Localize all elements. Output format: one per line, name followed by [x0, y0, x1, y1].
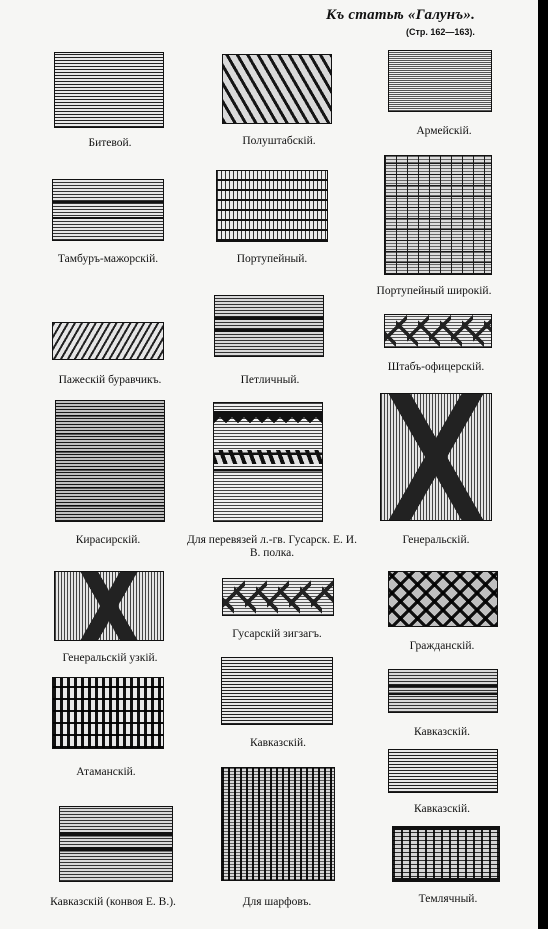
galloon-swatch-grazhdansky — [388, 571, 498, 627]
galloon-swatch-pazhesky — [52, 322, 164, 360]
galloon-caption-kavkazsky-3: Кавказскій. — [413, 803, 471, 815]
galloon-caption-kirasirsky: Кирасирскій. — [75, 534, 141, 546]
galloon-swatch-kavkazsky-3 — [388, 749, 498, 793]
galloon-swatch-kavkazsky-2 — [388, 669, 498, 713]
galloon-caption-kavkazsky-convoy: Кавказскій (конвоя Е. В.). — [50, 896, 176, 908]
galloon-caption-atamansky: Атаманскій. — [76, 766, 136, 778]
galloon-caption-for-sashes: Для шарфовъ. — [242, 896, 312, 908]
galloon-caption-armeysky: Армейскій. — [416, 125, 472, 137]
galloon-caption-generalsky: Генеральскій. — [402, 534, 470, 546]
galloon-caption-grazhdansky: Гражданскій. — [409, 640, 475, 652]
galloon-swatch-petlichny — [214, 295, 324, 357]
galloon-caption-polushtabsky: Полуштабскій. — [242, 135, 316, 147]
galloon-caption-shtab-ofitsersky: Штабъ-офицерскій. — [387, 361, 485, 373]
galloon-caption-generalsky-narrow: Генеральскій узкій. — [62, 652, 158, 664]
galloon-caption-pazhesky: Пажескій буравчикъ. — [58, 374, 162, 386]
galloon-swatch-bitevoy — [54, 52, 164, 128]
galloon-caption-kavkazsky-1: Кавказскій. — [249, 737, 307, 749]
galloon-swatch-portupeyny-wide — [384, 155, 492, 275]
galloon-swatch-generalsky — [380, 393, 492, 521]
galloon-swatch-kavkazsky-1 — [221, 657, 333, 725]
galloon-caption-kavkazsky-2: Кавказскій. — [413, 726, 471, 738]
galloon-caption-temlyachny: Темлячный. — [418, 893, 478, 905]
galloon-swatch-kavkazsky-convoy — [59, 806, 173, 882]
galloon-caption-hussar-sash: Для перевязей л.-гв. Гусарск. Е. И. В. полка. — [187, 534, 357, 559]
galloon-caption-bitevoy: Битевой. — [88, 137, 132, 149]
galloon-caption-portupeyny: Портупейный. — [236, 253, 308, 265]
galloon-swatch-temlyachny — [392, 826, 500, 882]
galloon-swatch-for-sashes — [221, 767, 335, 881]
plate-page-reference: (Стр. 162—163). — [406, 27, 475, 37]
galloon-swatch-tambour-major — [52, 179, 164, 241]
galloon-swatch-kirasirsky — [55, 400, 165, 522]
galloon-swatch-hussar-sash — [213, 402, 323, 522]
galloon-swatch-shtab-ofitsersky — [384, 314, 492, 348]
plate-title: Къ статьѣ «Галунъ». — [326, 7, 476, 23]
galloon-swatch-atamansky — [52, 677, 164, 749]
galloon-swatch-generalsky-narrow — [54, 571, 164, 641]
galloon-swatch-polushtabsky — [222, 54, 332, 124]
galloon-caption-tambour-major: Тамбуръ-мажорскій. — [57, 253, 159, 265]
galloon-swatch-hussar-zigzag — [222, 578, 334, 616]
galloon-swatch-portupeyny — [216, 170, 328, 242]
galloon-swatch-armeysky — [388, 50, 492, 112]
galloon-caption-petlichny: Петличный. — [240, 374, 300, 386]
galloon-caption-portupeyny-wide: Портупейный широкій. — [376, 285, 492, 297]
galloon-caption-hussar-zigzag: Гусарскій зигзагъ. — [232, 628, 322, 640]
